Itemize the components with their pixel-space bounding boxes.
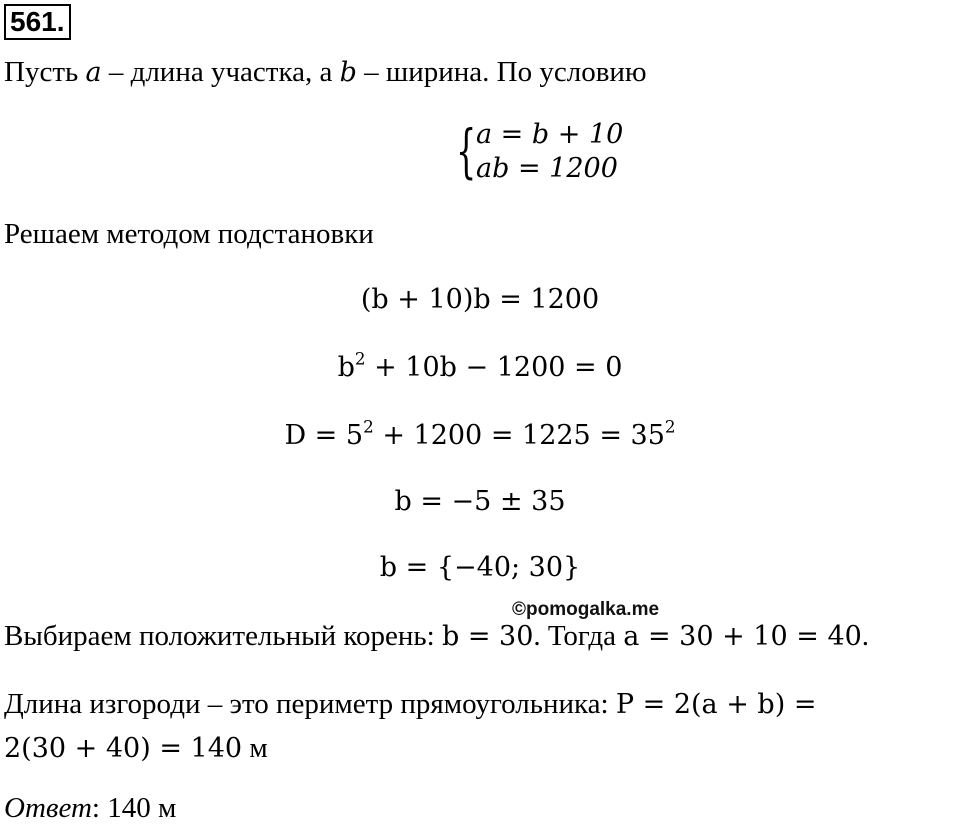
choose-root-line bbox=[4, 618, 869, 655]
variable-a: a bbox=[85, 57, 102, 88]
choose-text-2: . Тогда bbox=[533, 620, 624, 652]
problem-number: 561. bbox=[4, 4, 71, 40]
equation-2-exponent: 2 bbox=[354, 348, 366, 369]
discriminant-exponent-2: 2 bbox=[664, 416, 676, 437]
answer-colon: : bbox=[91, 792, 108, 824]
system-brace: { bbox=[456, 117, 477, 185]
equation-roots-set: b = {−40; 30} bbox=[379, 552, 581, 583]
answer-line bbox=[4, 790, 176, 826]
fence-text-1: Длина изгороди – это периметр прямоугольника: bbox=[4, 688, 616, 720]
discriminant-exponent-1: 2 bbox=[363, 416, 374, 437]
intro-text-1: Пусть bbox=[4, 56, 86, 88]
equation-2 bbox=[0, 350, 960, 386]
fence-line-2 bbox=[4, 730, 268, 767]
answer-value: 140 м bbox=[107, 792, 177, 824]
fence-text-2: м bbox=[242, 732, 268, 764]
choose-text-1: Выбираем положительный корень: bbox=[4, 620, 442, 652]
variable-b: b bbox=[339, 57, 357, 88]
system-line-2: ab = 1200 bbox=[476, 153, 618, 184]
discriminant-pre: D = 5 bbox=[284, 420, 364, 451]
choose-math-2: a = 30 + 10 = 40 bbox=[623, 621, 862, 652]
answer-label: Ответ bbox=[4, 792, 92, 824]
choose-math-1: b = 30 bbox=[441, 621, 534, 652]
fence-math-2: 2(30 + 40) = 140 bbox=[4, 733, 243, 764]
system-line-1: a = b + 10 bbox=[476, 119, 624, 150]
intro-text-3: – ширина. По условию bbox=[356, 56, 647, 88]
discriminant-mid: + 1200 = 1225 = 35 bbox=[373, 420, 665, 451]
equation-2-base: b bbox=[337, 352, 355, 383]
equation-roots-formula: b = −5 ± 35 bbox=[394, 486, 566, 517]
equation-2-rest: + 10b − 1200 = 0 bbox=[365, 352, 623, 383]
choose-text-3: . bbox=[861, 620, 870, 652]
fence-math-1: P = 2(a + b) = bbox=[615, 689, 817, 720]
discriminant-equation bbox=[0, 418, 960, 454]
equation-1: (b + 10)b = 1200 bbox=[360, 284, 600, 315]
equation-system bbox=[456, 118, 623, 186]
intro-text-2: – длина участка, а bbox=[101, 56, 340, 88]
intro-line bbox=[4, 54, 647, 91]
watermark: ©pomogalka.me bbox=[512, 599, 660, 620]
fence-line-1 bbox=[4, 686, 816, 723]
method-text: Решаем методом подстановки bbox=[4, 218, 374, 250]
